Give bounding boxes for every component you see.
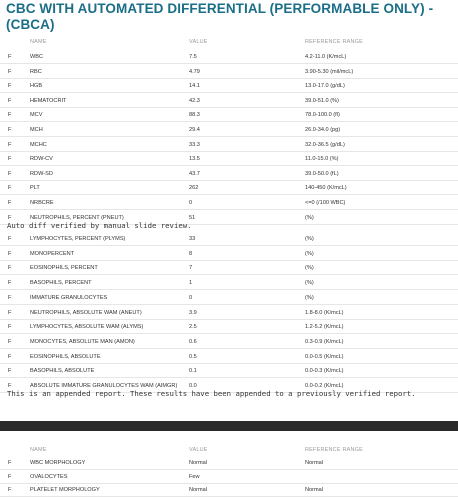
table-row xyxy=(0,123,458,137)
result-reference-range: 39.0-51.0 (%) xyxy=(305,97,339,104)
table-row xyxy=(0,456,458,470)
result-reference-range: 13.0-17.0 (g/dL) xyxy=(305,83,345,90)
result-value: 2.5 xyxy=(189,324,197,331)
result-value: 7 xyxy=(189,265,193,272)
table-row xyxy=(0,108,458,122)
result-name: MCH xyxy=(30,127,43,133)
result-flag: F xyxy=(8,236,12,242)
result-value: 0.0 xyxy=(189,383,197,389)
result-reference-range: 11.0-15.0 (%) xyxy=(305,156,339,163)
result-name: NEUTROPHILS, PERCENT (PNEUT) xyxy=(30,214,124,221)
table-row xyxy=(0,232,458,246)
result-value: 88.3 xyxy=(189,112,200,119)
table-row xyxy=(0,247,458,261)
result-value: 0.6 xyxy=(189,338,197,345)
result-name: MONOPERCENT xyxy=(30,250,75,257)
result-name: RDW-SD xyxy=(30,170,53,177)
result-reference-range: 4.2-11.0 (K/mcL) xyxy=(305,54,347,60)
result-value: 29.4 xyxy=(189,127,200,133)
result-reference-range: 0.0-0.2 (K/mcL) xyxy=(305,383,344,389)
result-value: 0.1 xyxy=(189,368,197,375)
result-flag: F xyxy=(8,68,12,75)
result-name: LYMPHOCYTES, PERCENT (PLYMS) xyxy=(30,236,126,242)
result-reference-range: 0.3-0.9 (K/mcL) xyxy=(305,338,344,345)
column-header-reference: REFERENCE RANGE xyxy=(305,39,364,45)
result-value: 33.3 xyxy=(189,141,200,148)
result-reference-range: (%) xyxy=(305,236,314,242)
result-reference-range: 1.2-5.2 (K/mcL) xyxy=(305,324,344,331)
table-row xyxy=(0,483,458,497)
result-flag: F xyxy=(8,294,12,301)
result-value: 42.3 xyxy=(189,97,200,104)
result-name: BASOPHILS, PERCENT xyxy=(30,280,92,287)
result-reference-range: 39.0-50.0 (fL) xyxy=(305,170,339,177)
table-row xyxy=(0,470,458,484)
result-flag: F xyxy=(8,383,12,389)
result-name: PLATELET MORPHOLOGY xyxy=(30,487,100,493)
result-value: 0 xyxy=(189,294,193,301)
result-reference-range: (%) xyxy=(305,294,314,301)
result-flag: F xyxy=(8,265,12,272)
result-flag: F xyxy=(8,200,12,206)
result-value: 0 xyxy=(189,200,193,206)
result-value: Few xyxy=(189,473,200,480)
result-reference-range: (%) xyxy=(305,250,314,257)
result-reference-range: Normal xyxy=(305,460,324,466)
table-row xyxy=(0,306,458,320)
result-name: OVALOCYTES xyxy=(30,473,68,480)
result-flag: F xyxy=(8,141,12,148)
diff-comment: Auto diff verified by manual slide review. xyxy=(7,221,192,230)
result-flag: F xyxy=(8,214,12,221)
result-reference-range: (%) xyxy=(305,214,314,221)
table-row xyxy=(0,364,458,378)
result-flag: F xyxy=(8,83,12,90)
result-name: RBC xyxy=(30,68,42,75)
result-name: MONOCYTES, ABSOLUTE MAN (AMON) xyxy=(30,338,135,345)
result-flag: F xyxy=(8,368,12,375)
result-value: 8 xyxy=(189,250,193,257)
table-row xyxy=(0,79,458,93)
result-flag: F xyxy=(8,250,12,257)
result-value: 1 xyxy=(189,280,193,287)
table-row xyxy=(0,291,458,305)
table-row xyxy=(0,167,458,181)
result-reference-range: <=0 (/100 WBC) xyxy=(305,200,346,206)
column-header-name: NAME xyxy=(30,39,47,45)
result-name: HGB xyxy=(30,83,43,90)
result-flag: F xyxy=(8,185,12,192)
result-flag: F xyxy=(8,473,12,480)
result-name: ABSOLUTE IMMATURE GRANULOCYTES WAM (AIMGR) xyxy=(30,383,178,389)
result-flag: F xyxy=(8,127,12,133)
result-value: 262 xyxy=(189,185,199,192)
result-reference-range: 78.0-100.0 (fl) xyxy=(305,112,340,119)
result-reference-range: 0.0-0.5 (K/mcL) xyxy=(305,353,344,360)
result-flag: F xyxy=(8,280,12,287)
result-value: 14.1 xyxy=(189,83,200,90)
table-row xyxy=(0,65,458,79)
result-flag: F xyxy=(8,324,12,331)
result-value: 43.7 xyxy=(189,170,200,177)
column-header-name: NAME xyxy=(30,447,47,453)
table-row xyxy=(0,138,458,152)
result-name: MCHC xyxy=(30,141,47,148)
result-reference-range: 3.90-5.30 (mil/mcL) xyxy=(305,68,354,75)
table-row xyxy=(0,350,458,364)
result-reference-range: 26.0-34.0 (pg) xyxy=(305,127,341,133)
table-row xyxy=(0,94,458,108)
result-name: MCV xyxy=(30,112,43,119)
result-value: 33 xyxy=(189,236,196,242)
result-name: IMMATURE GRANULOCYTES xyxy=(30,294,108,301)
table-row xyxy=(0,335,458,349)
result-value: 7.5 xyxy=(189,54,197,60)
table-row xyxy=(0,196,458,210)
section-divider xyxy=(0,421,458,431)
result-flag: F xyxy=(8,309,12,316)
result-name: PLT xyxy=(30,185,40,192)
result-value: 51 xyxy=(189,214,196,221)
column-header-value: VALUE xyxy=(189,39,208,45)
result-name: RDW-CV xyxy=(30,156,53,163)
result-name: EOSINOPHILS, ABSOLUTE xyxy=(30,353,101,360)
table-row xyxy=(0,152,458,166)
result-flag: F xyxy=(8,112,12,119)
appended-report-note: This is an appended report. These results have been appended to a previously verified report. xyxy=(7,389,416,398)
result-flag: F xyxy=(8,460,12,466)
result-value: Normal xyxy=(189,460,208,466)
table-row xyxy=(0,181,458,195)
result-flag: F xyxy=(8,487,12,493)
result-flag: F xyxy=(8,353,12,360)
table-row xyxy=(0,320,458,334)
result-reference-range: 32.0-36.5 (g/dL) xyxy=(305,141,345,148)
column-header-value: VALUE xyxy=(189,447,208,453)
result-name: NRBCRE xyxy=(30,200,54,206)
result-reference-range: (%) xyxy=(305,265,314,272)
result-reference-range: 0.0-0.3 (K/mcL) xyxy=(305,368,344,375)
result-value: 3.9 xyxy=(189,309,197,316)
column-header-reference: REFERENCE RANGE xyxy=(305,447,364,453)
result-reference-range: 1.8-8.0 (K/mcL) xyxy=(305,309,344,316)
result-value: 4.79 xyxy=(189,68,200,75)
table-row xyxy=(0,261,458,275)
result-name: EOSINOPHILS, PERCENT xyxy=(30,265,98,272)
result-reference-range: Normal xyxy=(305,487,324,493)
result-flag: F xyxy=(8,97,12,104)
result-reference-range: 140-450 (K/mcL) xyxy=(305,185,347,192)
table-row xyxy=(0,276,458,290)
result-value: 0.5 xyxy=(189,353,197,360)
result-value: 13.5 xyxy=(189,156,200,163)
result-flag: F xyxy=(8,156,12,163)
result-value: Normal xyxy=(189,487,208,493)
result-name: NEUTROPHILS, ABSOLUTE WAM (ANEUT) xyxy=(30,309,142,316)
result-name: WBC MORPHOLOGY xyxy=(30,460,86,466)
result-name: BASOPHILS, ABSOLUTE xyxy=(30,368,95,375)
result-name: HEMATOCRIT xyxy=(30,97,67,104)
result-flag: F xyxy=(8,170,12,177)
table-row xyxy=(0,50,458,64)
result-flag: F xyxy=(8,54,12,60)
result-reference-range: (%) xyxy=(305,280,314,287)
result-flag: F xyxy=(8,338,12,345)
result-name: LYMPHOCYTES, ABSOLUTE WAM (ALYMS) xyxy=(30,324,144,331)
result-name: WBC xyxy=(30,54,44,60)
report-title: CBC WITH AUTOMATED DIFFERENTIAL (PERFORMABLE ONLY) - (CBCA) xyxy=(6,1,434,32)
